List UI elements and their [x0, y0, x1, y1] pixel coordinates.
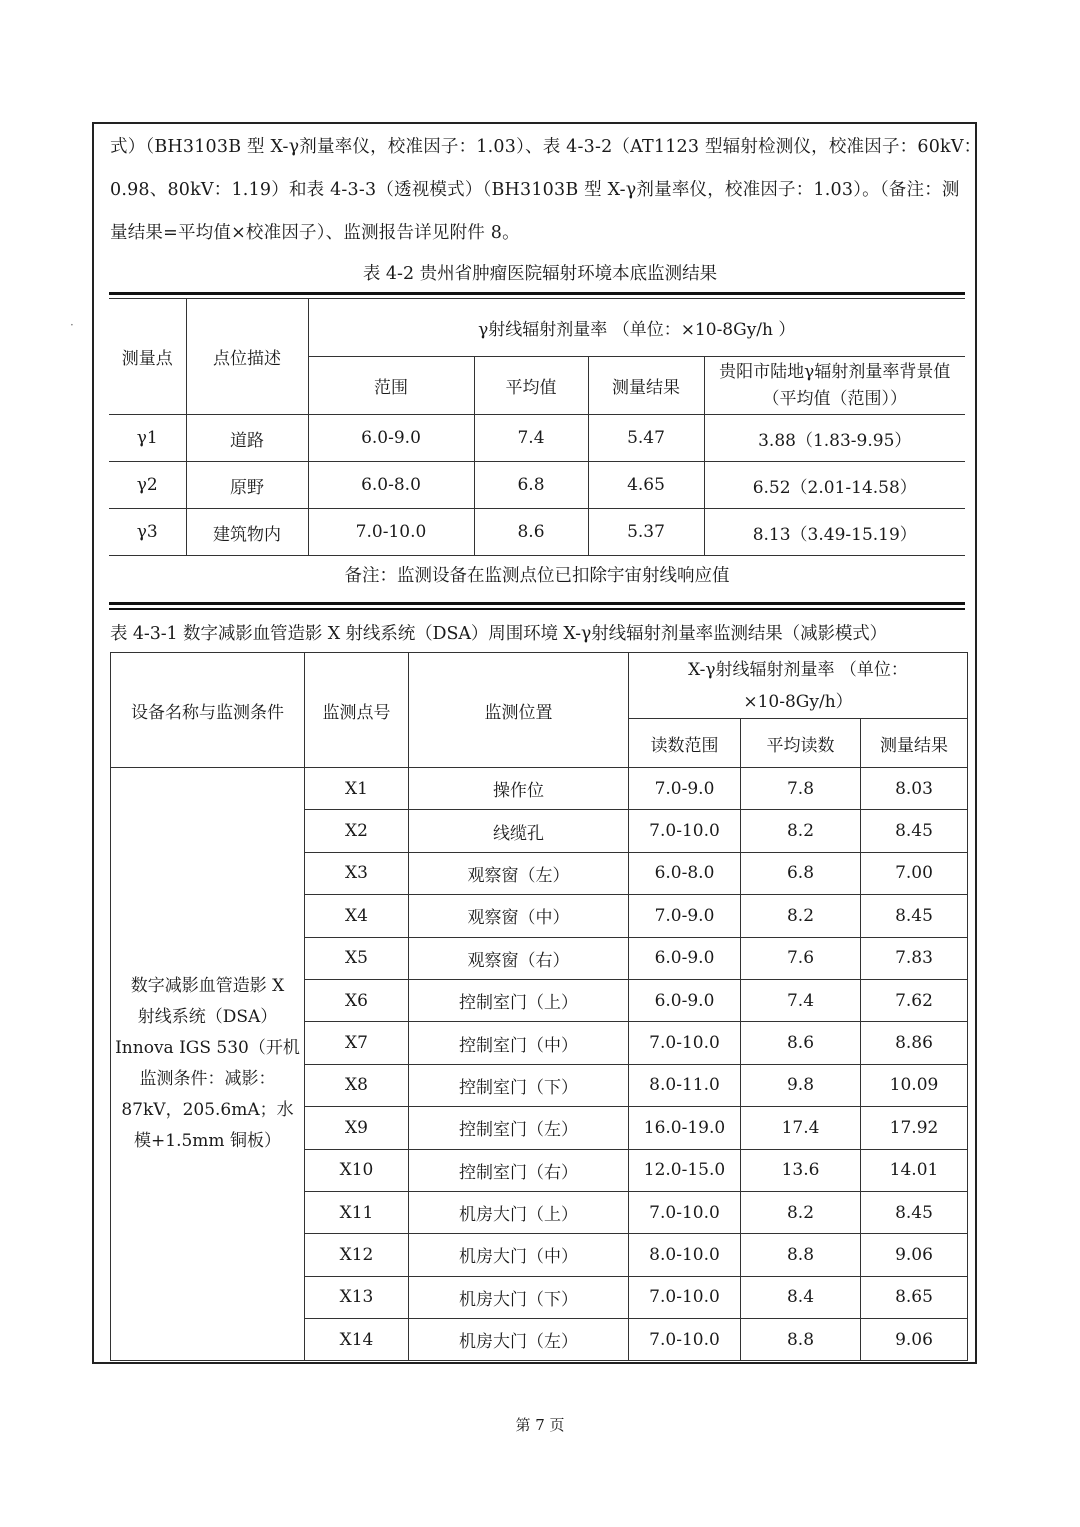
cell-result: 7.00 [861, 852, 968, 894]
table1 [109, 298, 965, 556]
header-location: 监测位置 [409, 653, 629, 768]
cell-range: 7.0-10.0 [629, 1319, 741, 1361]
table-row [109, 509, 965, 556]
table1-top-rule [109, 292, 965, 295]
cell-avg: 8.6 [474, 509, 588, 556]
header-point: 监测点号 [305, 653, 409, 768]
cell-result: 5.37 [588, 509, 704, 556]
cell-point: X8 [305, 1064, 409, 1106]
cell-point: X3 [305, 852, 409, 894]
cell-range: 6.0-9.0 [308, 415, 474, 462]
cell-avg: 7.8 [741, 768, 861, 810]
paragraph-line: 式）（BH3103B 型 X-γ剂量率仪，校准因子：1.03）、表 4-3-2（AT1123 型辐射检测仪，校准因子：60kV： [110, 137, 982, 157]
cell-background: 3.88（1.83-9.95） [704, 415, 965, 462]
cell-avg: 8.8 [741, 1319, 861, 1361]
cell-location: 控制室门（左） [409, 1107, 629, 1149]
cell-result: 14.01 [861, 1149, 968, 1191]
cell-location: 机房大门（下） [409, 1276, 629, 1318]
header-avg: 平均值 [474, 357, 588, 415]
cell-desc: 原野 [186, 462, 308, 509]
cell-location: 机房大门（中） [409, 1234, 629, 1276]
cell-desc: 建筑物内 [186, 509, 308, 556]
cell-point: γ3 [109, 509, 186, 556]
device-text-line: Innova IGS 530（开机 [115, 1038, 300, 1059]
cell-location: 观察窗（右） [409, 937, 629, 979]
cell-desc: 道路 [186, 415, 308, 462]
cell-range: 6.0-9.0 [629, 937, 741, 979]
cell-point: X10 [305, 1149, 409, 1191]
cell-avg: 7.4 [741, 979, 861, 1021]
cell-range: 7.0-9.0 [629, 768, 741, 810]
header-avg: 平均读数 [741, 719, 861, 768]
cell-location: 机房大门（左） [409, 1319, 629, 1361]
cell-device [111, 768, 305, 1361]
cell-avg: 8.8 [741, 1234, 861, 1276]
cell-range: 7.0-10.0 [308, 509, 474, 556]
table-row [109, 415, 965, 462]
cell-background: 8.13（3.49-15.19） [704, 509, 965, 556]
cell-result: 7.62 [861, 979, 968, 1021]
cell-result: 10.09 [861, 1064, 968, 1106]
cell-location: 观察窗（中） [409, 895, 629, 937]
cell-point: X4 [305, 895, 409, 937]
intro-paragraph [110, 126, 982, 255]
cell-background: 6.52（2.01-14.58） [704, 462, 965, 509]
cell-avg: 7.4 [474, 415, 588, 462]
cell-result: 7.83 [861, 937, 968, 979]
table-row [111, 768, 968, 810]
cell-range: 7.0-10.0 [629, 810, 741, 852]
cell-range: 6.0-9.0 [629, 979, 741, 1021]
cell-point: X1 [305, 768, 409, 810]
cell-range: 12.0-15.0 [629, 1149, 741, 1191]
header-result: 测量结果 [588, 357, 704, 415]
header-result: 测量结果 [861, 719, 968, 768]
cell-result: 8.03 [861, 768, 968, 810]
cell-point: X9 [305, 1107, 409, 1149]
cell-avg: 6.8 [741, 852, 861, 894]
cell-avg: 7.6 [741, 937, 861, 979]
header-range: 读数范围 [629, 719, 741, 768]
header-group-line2: ×10-8Gy/h） [743, 691, 853, 712]
cell-point: X6 [305, 979, 409, 1021]
cell-result: 8.45 [861, 1191, 968, 1233]
header-point: 测量点 [109, 299, 186, 415]
cell-point: X5 [305, 937, 409, 979]
cell-point: X11 [305, 1191, 409, 1233]
cell-range: 6.0-8.0 [629, 852, 741, 894]
device-text-line: 射线系统（DSA） [137, 1007, 278, 1028]
cell-location: 线缆孔 [409, 810, 629, 852]
header-desc: 点位描述 [186, 299, 308, 415]
cell-point: X13 [305, 1276, 409, 1318]
cell-avg: 6.8 [474, 462, 588, 509]
cell-location: 控制室门（下） [409, 1064, 629, 1106]
cell-result: 4.65 [588, 462, 704, 509]
cell-range: 8.0-10.0 [629, 1234, 741, 1276]
header-background-line1: 贵阳市陆地γ辐射剂量率背景值 [719, 361, 951, 382]
cell-location: 观察窗（左） [409, 852, 629, 894]
paragraph-line: 0.98、80kV：1.19）和表 4-3-3（透视模式）（BH3103B 型 X-γ剂量率仪，校准因子：1.03）。（备注：测 [110, 180, 960, 200]
cell-avg: 8.2 [741, 1191, 861, 1233]
cell-location: 机房大门（上） [409, 1191, 629, 1233]
table2-caption: 表 4-3-1 数字减影血管造影 X 射线系统（DSA）周围环境 X-γ射线辐射剂量率监测结果（减影模式） [110, 624, 888, 644]
cell-avg: 13.6 [741, 1149, 861, 1191]
cell-point: X2 [305, 810, 409, 852]
table2 [110, 652, 968, 1361]
cell-result: 5.47 [588, 415, 704, 462]
cell-range: 8.0-11.0 [629, 1064, 741, 1106]
device-text-line: 数字减影血管造影 X [130, 976, 285, 997]
cell-result: 8.45 [861, 810, 968, 852]
cell-range: 16.0-19.0 [629, 1107, 741, 1149]
device-text-line: 87kV，205.6mA；水 [121, 1100, 294, 1121]
cell-result: 8.86 [861, 1022, 968, 1064]
cell-point: γ1 [109, 415, 186, 462]
cell-result: 8.65 [861, 1276, 968, 1318]
cell-result: 8.45 [861, 895, 968, 937]
cell-result: 9.06 [861, 1234, 968, 1276]
cell-range: 7.0-10.0 [629, 1191, 741, 1233]
header-background-line2: （平均值（范围）） [762, 388, 907, 409]
table1-caption: 表 4-2 贵州省肿瘤医院辐射环境本底监测结果 [362, 264, 718, 284]
cell-range: 7.0-10.0 [629, 1276, 741, 1318]
scan-mark: · [70, 318, 74, 332]
cell-avg: 8.4 [741, 1276, 861, 1318]
cell-result: 17.92 [861, 1107, 968, 1149]
cell-range: 7.0-10.0 [629, 1022, 741, 1064]
header-group-line1: X-γ射线辐射剂量率 （单位： [688, 659, 908, 680]
table1-bottom-rule-thin [109, 608, 965, 610]
header-range: 范围 [308, 357, 474, 415]
device-text-line: 监测条件：减影： [139, 1069, 276, 1090]
cell-location: 控制室门（中） [409, 1022, 629, 1064]
header-device: 设备名称与监测条件 [111, 653, 305, 768]
cell-point: γ2 [109, 462, 186, 509]
cell-avg: 9.8 [741, 1064, 861, 1106]
paragraph-line: 量结果=平均值×校准因子）、监测报告详见附件 8。 [110, 223, 520, 243]
header-group [629, 653, 968, 719]
table1-bottom-rule [109, 602, 965, 605]
header-background [704, 357, 965, 415]
cell-location: 操作位 [409, 768, 629, 810]
cell-avg: 8.2 [741, 810, 861, 852]
cell-avg: 8.2 [741, 895, 861, 937]
cell-avg: 17.4 [741, 1107, 861, 1149]
cell-range: 6.0-8.0 [308, 462, 474, 509]
page-number: 第 7 页 [515, 1416, 565, 1434]
table-row [109, 462, 965, 509]
cell-avg: 8.6 [741, 1022, 861, 1064]
header-group: γ射线辐射剂量率 （单位：×10-8Gy/h ） [308, 299, 965, 357]
cell-point: X12 [305, 1234, 409, 1276]
cell-result: 9.06 [861, 1319, 968, 1361]
cell-location: 控制室门（上） [409, 979, 629, 1021]
cell-location: 控制室门（右） [409, 1149, 629, 1191]
table1-note: 备注：监测设备在监测点位已扣除宇宙射线响应值 [344, 566, 730, 586]
cell-point: X14 [305, 1319, 409, 1361]
device-text-line: 模+1.5mm 铜板） [134, 1131, 281, 1152]
cell-range: 7.0-9.0 [629, 895, 741, 937]
cell-point: X7 [305, 1022, 409, 1064]
